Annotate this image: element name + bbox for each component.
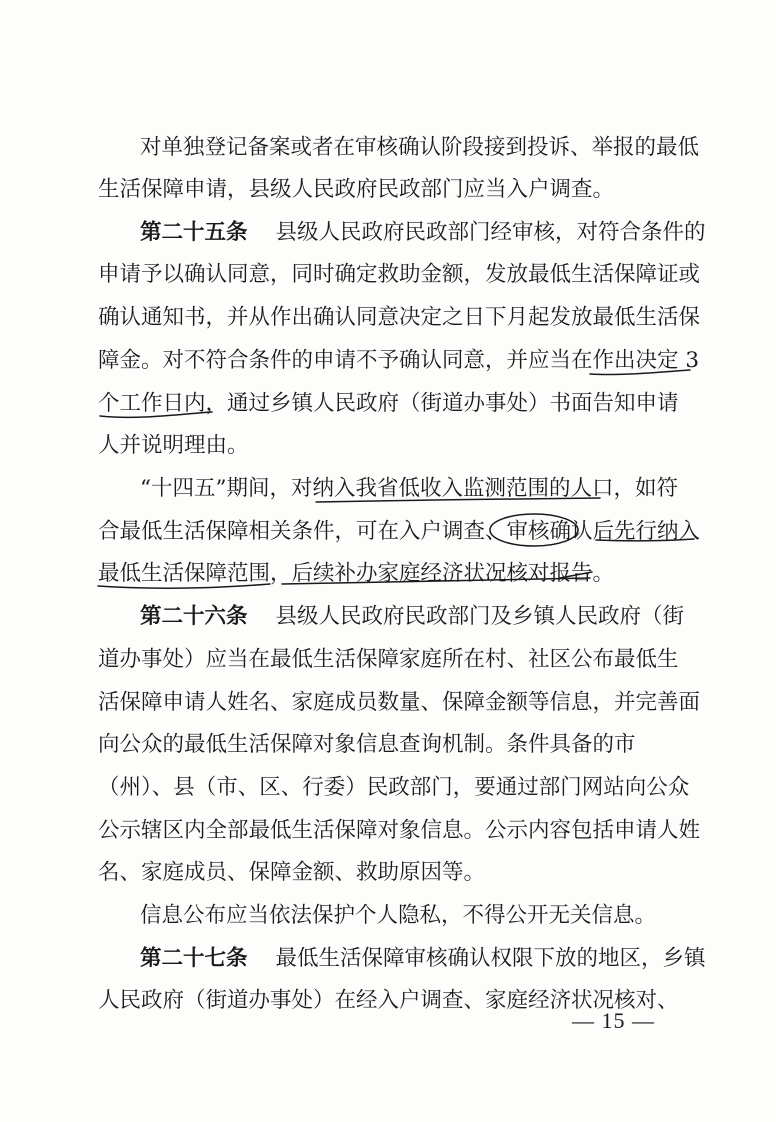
- line-text: 县级人民政府民政部门及乡镇人民政府（街: [275, 604, 685, 629]
- line-text: 个工作日内，通过乡镇人民政府（街道办事处）书面告知申请: [98, 391, 679, 416]
- line-text: 公示辖区内全部最低生活保障对象信息。公示内容包括申请人姓: [98, 818, 701, 843]
- article-heading: 第二十五条: [140, 220, 248, 245]
- text-line: [98, 384, 680, 424]
- text-line: [98, 683, 701, 723]
- line-text: 人民政府（街道办事处）在经入户调查、家庭经济状况核对、: [98, 988, 679, 1013]
- line-text: 合最低生活保障相关条件，可在入户调查、审核确认后先行纳入: [98, 519, 701, 544]
- line-text: 信息公布应当依法保护个人隐私，不得公开无关信息。: [140, 903, 657, 928]
- text-line: [140, 597, 685, 637]
- text-line: [98, 853, 498, 893]
- text-line: [98, 426, 298, 466]
- page-number: — 15 —: [572, 1008, 655, 1033]
- text-line: [98, 554, 615, 594]
- text-line: [140, 896, 657, 936]
- text-line: [140, 939, 706, 979]
- text-line: [140, 213, 706, 253]
- article-heading: 第二十六条: [140, 604, 248, 629]
- line-text: （州）、县（市、区、行委）民政部门，要通过部门网站向公众: [98, 775, 690, 800]
- text-line: [98, 298, 701, 338]
- text-line: [98, 255, 701, 295]
- text-line: [98, 725, 680, 765]
- line-text: 生活保障申请，县级人民政府民政部门应当入户调查。: [98, 177, 615, 202]
- text-line: [98, 811, 701, 851]
- line-text: 人并说明理由。: [98, 433, 249, 458]
- text-line: [98, 512, 701, 552]
- text-line: [140, 469, 680, 509]
- line-text: 县级人民政府民政部门经审核，对符合条件的: [275, 220, 706, 245]
- line-text: 确认通知书，并从作出确认同意决定之日下月起发放最低生活保: [98, 305, 701, 330]
- line-text: 对单独登记备案或者在审核确认阶段接到投诉、举报的最低: [140, 135, 700, 160]
- line-text: 最低生活保障审核确认权限下放的地区，乡镇: [275, 946, 706, 971]
- line-text: “十四五”期间，对纳入我省低收入监测范围的人口，如符: [140, 476, 678, 501]
- line-text: 障金。对不符合条件的申请不予确认同意，并应当在作出决定 3: [98, 348, 700, 373]
- text-line: [98, 768, 690, 808]
- line-text: 向公众的最低生活保障对象信息查询机制。条件具备的市: [98, 732, 636, 757]
- line-text: 道办事处）应当在最低生活保障家庭所在村、社区公布最低生: [98, 647, 679, 672]
- article-heading: 第二十七条: [140, 946, 248, 971]
- line-text: 申请予以确认同意，同时确定救助金额，发放最低生活保障证或: [98, 262, 701, 287]
- text-line: [98, 170, 615, 210]
- line-text: 最低生活保障范围，后续补办家庭经济状况核对报告。: [98, 561, 615, 586]
- text-line: [98, 341, 700, 381]
- line-text: 活保障申请人姓名、家庭成员数量、保障金额等信息，并完善面: [98, 690, 701, 715]
- line-text: 名、家庭成员、保障金额、救助原因等。: [98, 860, 486, 885]
- text-line: [98, 640, 680, 680]
- text-line: [140, 128, 700, 168]
